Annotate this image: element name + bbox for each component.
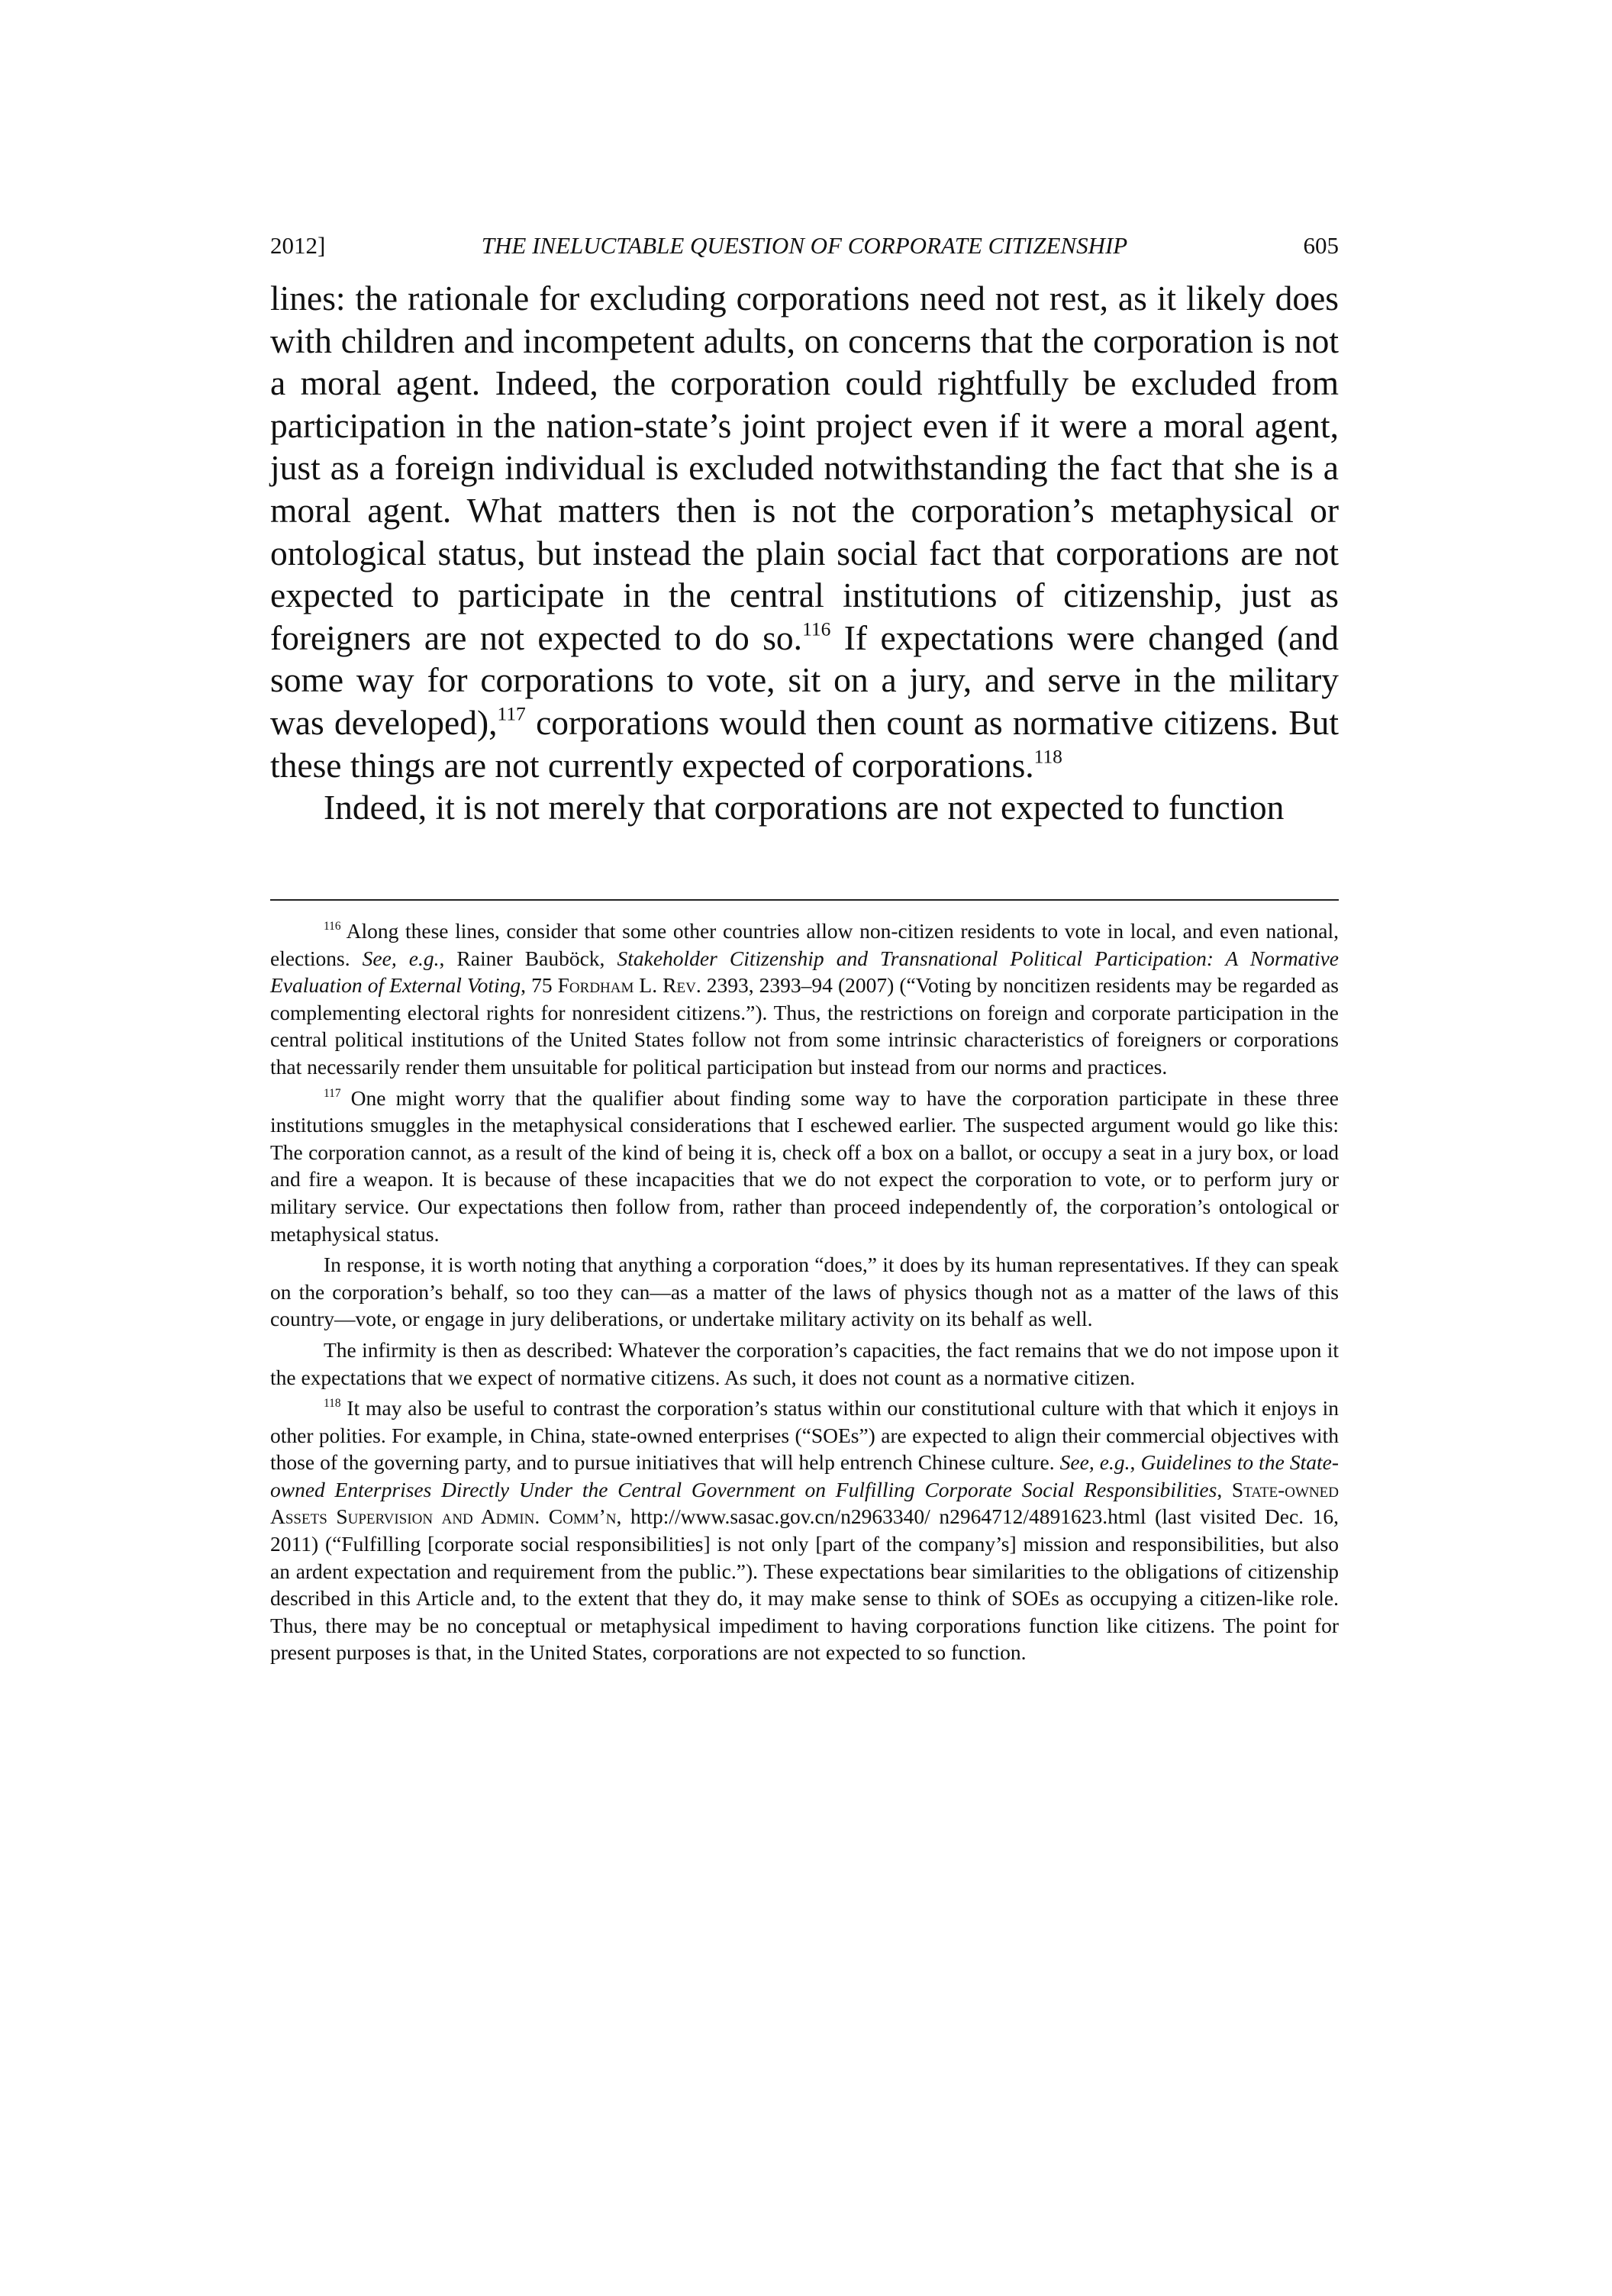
citation-journal: Fordham L. Rev. [557,973,701,998]
footnote-text: , [1130,1450,1141,1475]
footnote-text: , [1217,1477,1232,1501]
footnote-117 [270,1085,1339,1248]
footnotes [270,917,1339,1666]
footnote-117-paragraph-3: The infirmity is then as described: Whatever the corporation’s capacities, the fact remains that we do not impose upon it the expectations that we expect of normative citizens. As such, it does not count as a normative citizen. [270,1337,1339,1389]
body-text-run: If expectations were changed (and some way for corporations to vote, sit on a jury, and serve in the military was developed), [270,618,1339,742]
footnote-separator [270,899,1339,901]
citation-source: Assets Supervision and Admin. Comm’n, [270,1504,622,1529]
body-text [270,277,1339,829]
citation-title: Guidelines to the State-owned Enterprises Directly Under the Central Government on Fulfilling Corporate Social Responsibilities [270,1450,1340,1501]
body-text-run: corporations would then count as normative citizens. But these things are not currently expected of corporations. [270,702,1339,785]
footnote-number: 118 [324,1397,341,1411]
citation-url[interactable]: http://www.sasac.gov.cn/n2963340/ [621,1504,930,1529]
footnote-text: It may also be useful to contrast the corporation’s status within our constitutional culture with that which it enjoys in other polities. For example, in China, state-owned enterprises (“SOEs”) are expected to align their commercial objectives with those of the governing party, and to pursue initiatives that will help entrench Chinese culture. [270,1396,1339,1475]
footnote-number: 117 [324,1086,341,1100]
footnote-text: n2964712/4891623.html (last visited Dec. 16, 2011) (“Fulfilling [corporate social responsibilities] is not only [part of the company’s] mission and responsibilities, but also an ardent expectation and requirement from the public.”). These expectations bear similarities to the obligations of citizenship described in this Article and, to the extent that they do, it may make sense to think of SOEs as occupying a citizen-like role. Thus, there may be no conceptual or metaphysical impediment to having corporations function like citizens. The point for present purposes is that, in the United States, corporations are not expected to so function. [270,1504,1339,1665]
footnote-116 [270,917,1339,1081]
citation-signal: See, e.g. [1059,1450,1130,1475]
running-head-title: THE INELUCTABLE QUESTION OF CORPORATE CITIZENSHIP [481,232,1128,259]
running-head-year: 2012] [270,232,326,259]
footnote-text: One might worry that the qualifier about finding some way to have the corporation participate in these three institutions smuggles in the metaphysical considerations that I eschewed earlier. The suspected argument would go like this: The corporation cannot, as a result of the kind of being it is, check off a box on a ballot, or occupy a seat in a jury box, or load and fire a weapon. It is because of these incapacities that we do not expect the corporation to vote, or to perform jury or military service. Our expectations then follow from, rather than proceed independently of, the corporation’s ontological or metaphysical status. [270,1085,1339,1246]
footnote-117-paragraph-2: In response, it is worth noting that anything a corporation “does,” it does by its human representatives. If they can speak on the corporation’s behalf, so too they can—as a matter of the laws of physics though not as a matter of the laws of this country—vote, or engage in jury deliberations, or undertake military activity on its behalf as well. [270,1253,1339,1331]
citation-signal: See, e.g. [362,946,440,970]
footnote-number: 116 [324,919,341,933]
citation-title: Stakeholder Citizenship and Transnational Political Participation: A Normative Evaluation of External Voting [270,946,1339,998]
citation-source: State-owned [1231,1477,1339,1501]
body-paragraph [270,277,1339,786]
running-head [270,231,1339,261]
footnote-marker-117[interactable]: 117 [497,702,526,725]
page-number: 605 [1303,232,1339,259]
footnote-text: , 75 [521,973,558,998]
footnote-text: Along these lines, consider that some other countries allow non-citizen residents to vote in local, and even national, elections. [270,919,1339,970]
body-paragraph: Indeed, it is not merely that corporations are not expected to function [324,788,1285,827]
footnote-marker-116[interactable]: 116 [802,618,831,640]
footnote-text: 2393, 2393–94 (2007) (“Voting by noncitizen residents may be regarded as complementing electoral rights for nonresident citizens.”). Thus, the restrictions on foreign and corporate participation in the central political institutions of the United States follow not from some intrinsic characteristics of foreigners or corporations that necessarily render them unsuitable for political participation but instead from our norms and practices. [270,973,1340,1079]
footnote-text: , Rainer Bauböck, [439,946,617,970]
body-text-run: lines: the rationale for excluding corporations need not rest, as it likely does with children and incompetent adults, on concerns that the corporation is not a moral agent. Indeed, the corporation could rightfully be excluded from participation in the nation-state’s joint project even if it were a moral agent, just as a foreign individual is excluded notwithstanding the fact that she is a moral agent. What matters then is not the corporation’s metaphysical or ontological status, but instead the plain social fact that corporations are not expected to participate in the central institutions of citizenship, just as foreigners are not expected to do so. [270,279,1339,657]
page [270,0,1339,2296]
footnote-marker-118[interactable]: 118 [1033,745,1062,768]
footnote-118 [270,1395,1339,1666]
